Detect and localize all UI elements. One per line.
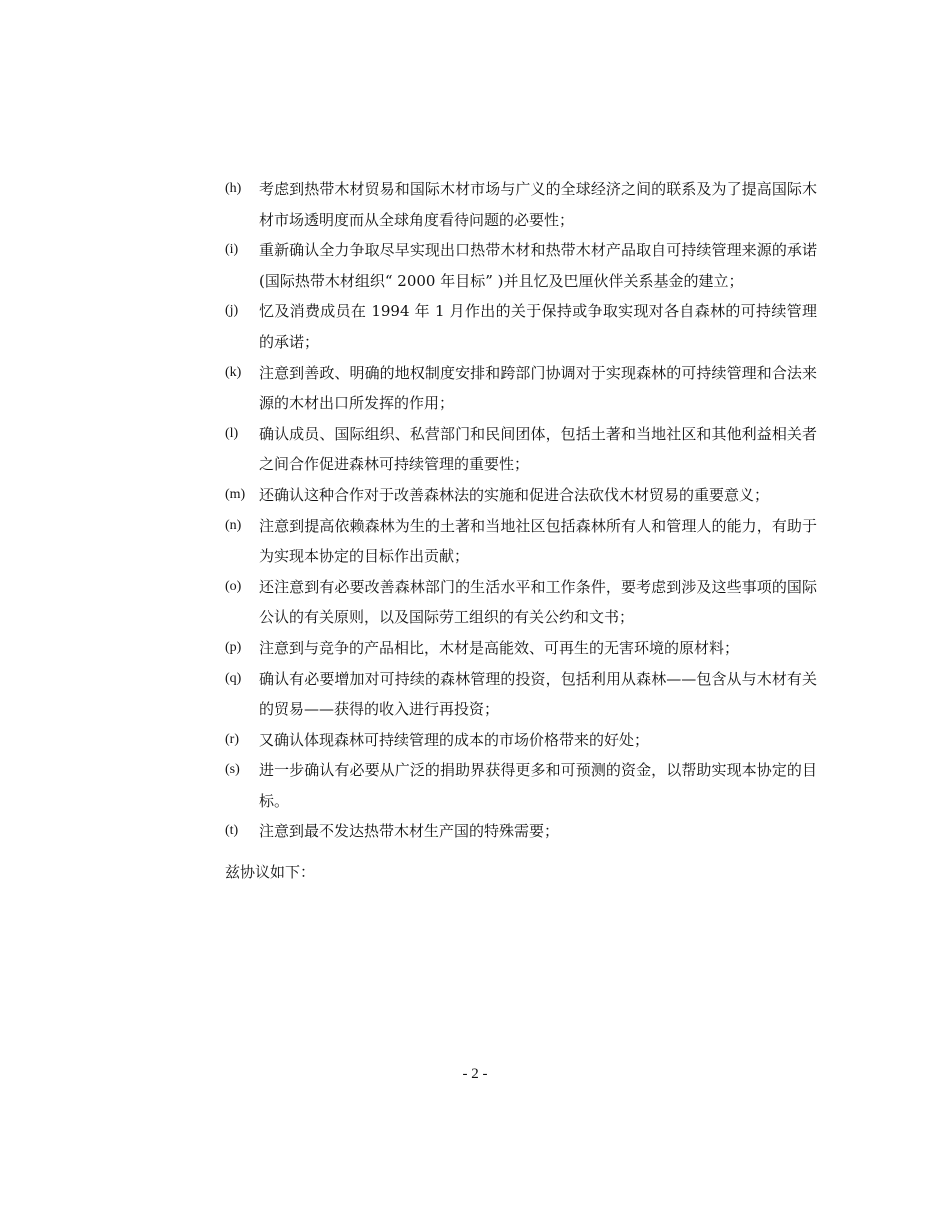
item-marker: (k) (225, 364, 242, 380)
item-text: 注意到善政、明确的地权制度安排和跨部门协调对于实现森林的可持续管理和合法来源的木材出口所发挥的作用； (259, 363, 817, 413)
item-text: 进一步确认有必要从广泛的捐助界获得更多和可预测的资金，以帮助实现本协定的目标。 (259, 761, 817, 810)
item-marker: (q) (225, 670, 242, 686)
item-text: 确认有必要增加对可持续的森林管理的投资，包括利用从森林——包含从与木材有关的贸易——获得的收入进行再投资； (259, 669, 817, 719)
item-text: 考虑到热带木材贸易和国际木材市场与广义的全球经济之间的联系及为了提高国际木材市场透明度而从全球角度看待问题的必要性； (259, 180, 817, 229)
item-text: 还注意到有必要改善森林部门的生活水平和工作条件，要考虑到涉及这些事项的国际公认的有关原则，以及国际劳工组织的有关公约和文书； (259, 577, 817, 627)
item-marker: (n) (225, 517, 242, 533)
list-item (225, 755, 817, 816)
item-marker: (t) (225, 823, 239, 839)
list-item (225, 511, 817, 572)
list-item (225, 235, 817, 296)
item-marker: (o) (225, 578, 242, 594)
item-text: 注意到与竞争的产品相比，木材是高能效、可再生的无害环境的原材料； (259, 638, 740, 657)
preamble-list (225, 174, 817, 888)
list-item (225, 296, 817, 357)
item-text: 注意到提高依赖森林为生的土著和当地社区包括森林所有人和管理人的能力，有助于为实现本协定的目标作出贡献； (259, 516, 817, 566)
item-marker: (p) (225, 639, 242, 655)
item-marker: (m) (225, 486, 246, 502)
list-item (225, 816, 817, 847)
item-marker: (h) (225, 181, 242, 196)
item-text: 还确认这种合作对于改善森林法的实施和促进合法砍伐木材贸易的重要意义； (259, 485, 770, 504)
list-item (225, 419, 817, 480)
item-text: 又确认体现森林可持续管理的成本的市场价格带来的好处； (259, 730, 650, 749)
list-item (225, 664, 817, 725)
page-number: - 2 - (462, 1066, 488, 1082)
list-item (225, 358, 817, 419)
item-text: 确认成员、国际组织、私营部门和民间团体，包括土著和当地社区和其他利益相关者之间合作促进森林可持续管理的重要性； (259, 424, 817, 474)
list-item (225, 633, 817, 664)
list-item (225, 725, 817, 756)
item-marker: (l) (225, 425, 239, 441)
list-item (225, 480, 817, 511)
item-marker: (s) (225, 762, 240, 778)
item-text: 重新确认全力争取尽早实现出口热带木材和热带木材产品取自可持续管理来源的承诺(国际热带木材组织“ 2000 年目标” )并且忆及巴厘伙伴关系基金的建立； (259, 241, 817, 290)
list-item (225, 174, 817, 235)
item-marker: (r) (225, 731, 239, 747)
list-item (225, 572, 817, 633)
closing-statement: 兹协议如下： (225, 863, 316, 882)
item-marker: (i) (225, 242, 239, 258)
item-text: 忆及消费成员在 1994 年 1 月作出的关于保持或争取实现对各自森林的可持续管理的承诺； (259, 302, 817, 351)
item-marker: (j) (225, 303, 239, 319)
item-text: 注意到最不发达热带木材生产国的特殊需要； (259, 822, 560, 841)
